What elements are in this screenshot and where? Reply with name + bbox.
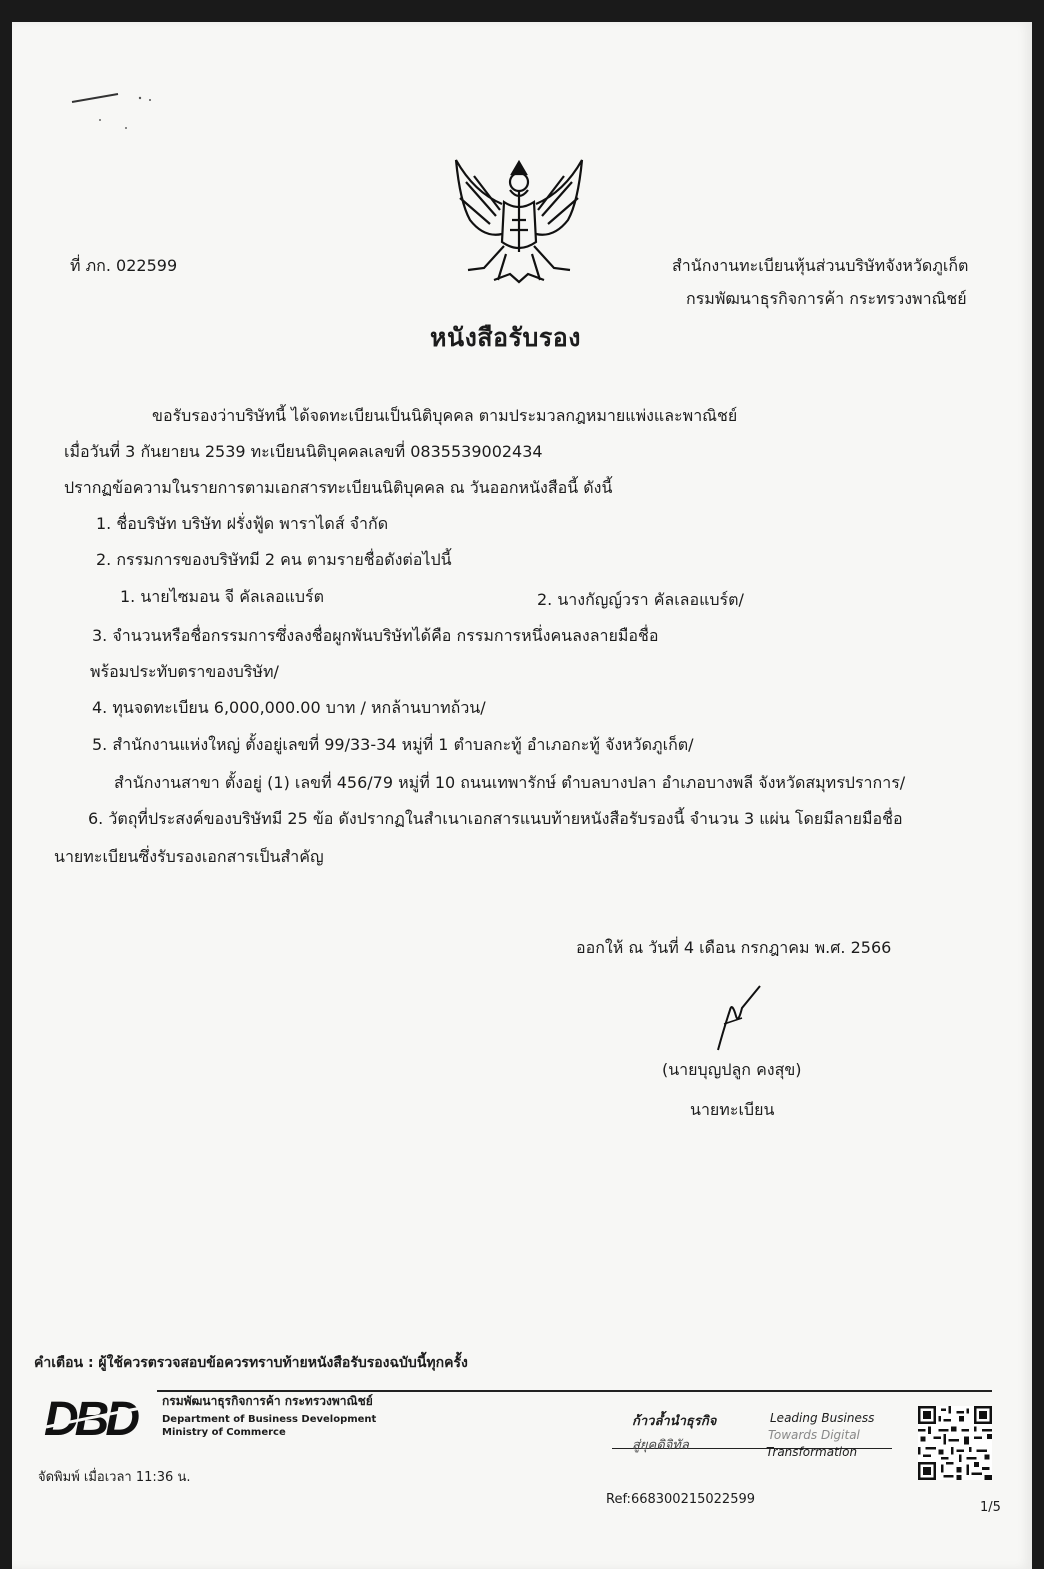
certificate-page [12,22,1032,1569]
pen-mark-icon [70,78,160,158]
slogan-thai-line2: สู่ยุคดิจิทัล [632,1438,689,1453]
item-authorized-signatory: 3. จำนวนหรือชื่อกรรมการซึ่งลงชื่อผูกพันบริษัทได้คือ กรรมการหนึ่งคนลงลายมือชื่อ [92,626,659,645]
page-number: 1/5 [980,1500,1001,1515]
signature-icon [712,980,792,1060]
item-directors: 2. กรรมการของบริษัทมี 2 คน ตามรายชื่อดังต่อไปนี้ [96,550,452,569]
slogan-english-line1: Leading Business [770,1411,875,1425]
slogan-thai-line1: ก้าวล้ำนำธุรกิจ [632,1414,717,1429]
reference-code: Ref:668300215022599 [606,1492,756,1507]
item-registered-capital: 4. ทุนจดทะเบียน 6,000,000.00 บาท / หกล้านบาทถ้วน/ [92,698,486,717]
svg-text:DBD: DBD [44,1393,136,1443]
director-2: 2. นางกัญญ์วรา คัลเลอแบร์ต/ [537,590,744,609]
body-paragraph-3: ปรากฏข้อความในรายการตามเอกสารทะเบียนนิติบุคคล ณ วันออกหนังสือนี้ ดังนี้ [64,478,613,497]
item-company-name: 1. ชื่อบริษัท บริษัท ฝรั่งฟู้ด พาราไดส์ จำกัด [96,514,389,533]
body-paragraph-1: ขอรับรองว่าบริษัทนี้ ได้จดทะเบียนเป็นนิติบุคคล ตามประมวลกฎหมายแพ่งและพาณิชย์ [152,406,738,425]
qr-code-icon [918,1406,992,1480]
body-paragraph-2: เมื่อวันที่ 3 กันยายน 2539 ทะเบียนนิติบุคคลเลขที่ 0835539002434 [64,442,543,461]
document-title: หนังสือรับรอง [430,323,581,352]
dept-name-thai: กรมพัฒนาธุรกิจการค้า กระทรวงพาณิชย์ [162,1394,373,1408]
signer-name: (นายบุญปลูก คงสุข) [662,1060,802,1079]
footer-warning: คำเตือน : ผู้ใช้ควรตรวจสอบข้อควรทราบท้ายหนังสือรับรองฉบับนี้ทุกครั้ง [34,1355,468,1371]
director-1: 1. นายไซมอน จี คัลเลอแบร์ต [120,587,325,606]
signer-position: นายทะเบียน [690,1100,775,1119]
dbd-logo-icon [42,1387,160,1443]
item-objectives-cont: นายทะเบียนซึ่งรับรองเอกสารเป็นสำคัญ [54,847,324,866]
item-head-office: 5. สำนักงานแห่งใหญ่ ตั้งอยู่เลขที่ 99/33-34 หมู่ที่ 1 ตำบลกะทู้ อำเภอกะทู้ จังหวัดภูเก็ต/ [92,735,694,754]
print-time: จัดพิมพ์ เมื่อเวลา 11:36 น. [38,1470,191,1485]
reference-number: ที่ ภก. 022599 [70,256,178,275]
item-authorized-signatory-cont: พร้อมประทับตราของบริษัท/ [90,662,279,681]
dept-name-english: Department of Business Development [162,1414,377,1425]
item-objectives: 6. วัตถุที่ประสงค์ของบริษัทมี 25 ข้อ ดังปรากฏในสำเนาเอกสารแนบท้ายหนังสือรับรองนี้ จำนวน 3 แผ่น โดยมีลายมือชื่อ [88,809,903,828]
department-name: กรมพัฒนาธุรกิจการค้า กระทรวงพาณิชย์ [686,289,967,308]
slogan-english-line3: Transformation [766,1445,858,1459]
item-branch-office: สำนักงานสาขา ตั้งอยู่ (1) เลขที่ 456/79 หมู่ที่ 10 ถนนเทพารักษ์ ตำบลบางปลา อำเภอบางพลี จังหวัดสมุทรปราการ/ [114,773,906,792]
garuda-emblem-icon [444,142,594,292]
ministry-name-english: Ministry of Commerce [162,1427,286,1438]
issue-date: ออกให้ ณ วันที่ 4 เดือน กรกฎาคม พ.ศ. 2566 [576,938,892,957]
slogan-english-line2: Towards Digital [768,1428,860,1442]
office-name: สำนักงานทะเบียนหุ้นส่วนบริษัทจังหวัดภูเก็ต [672,256,969,275]
